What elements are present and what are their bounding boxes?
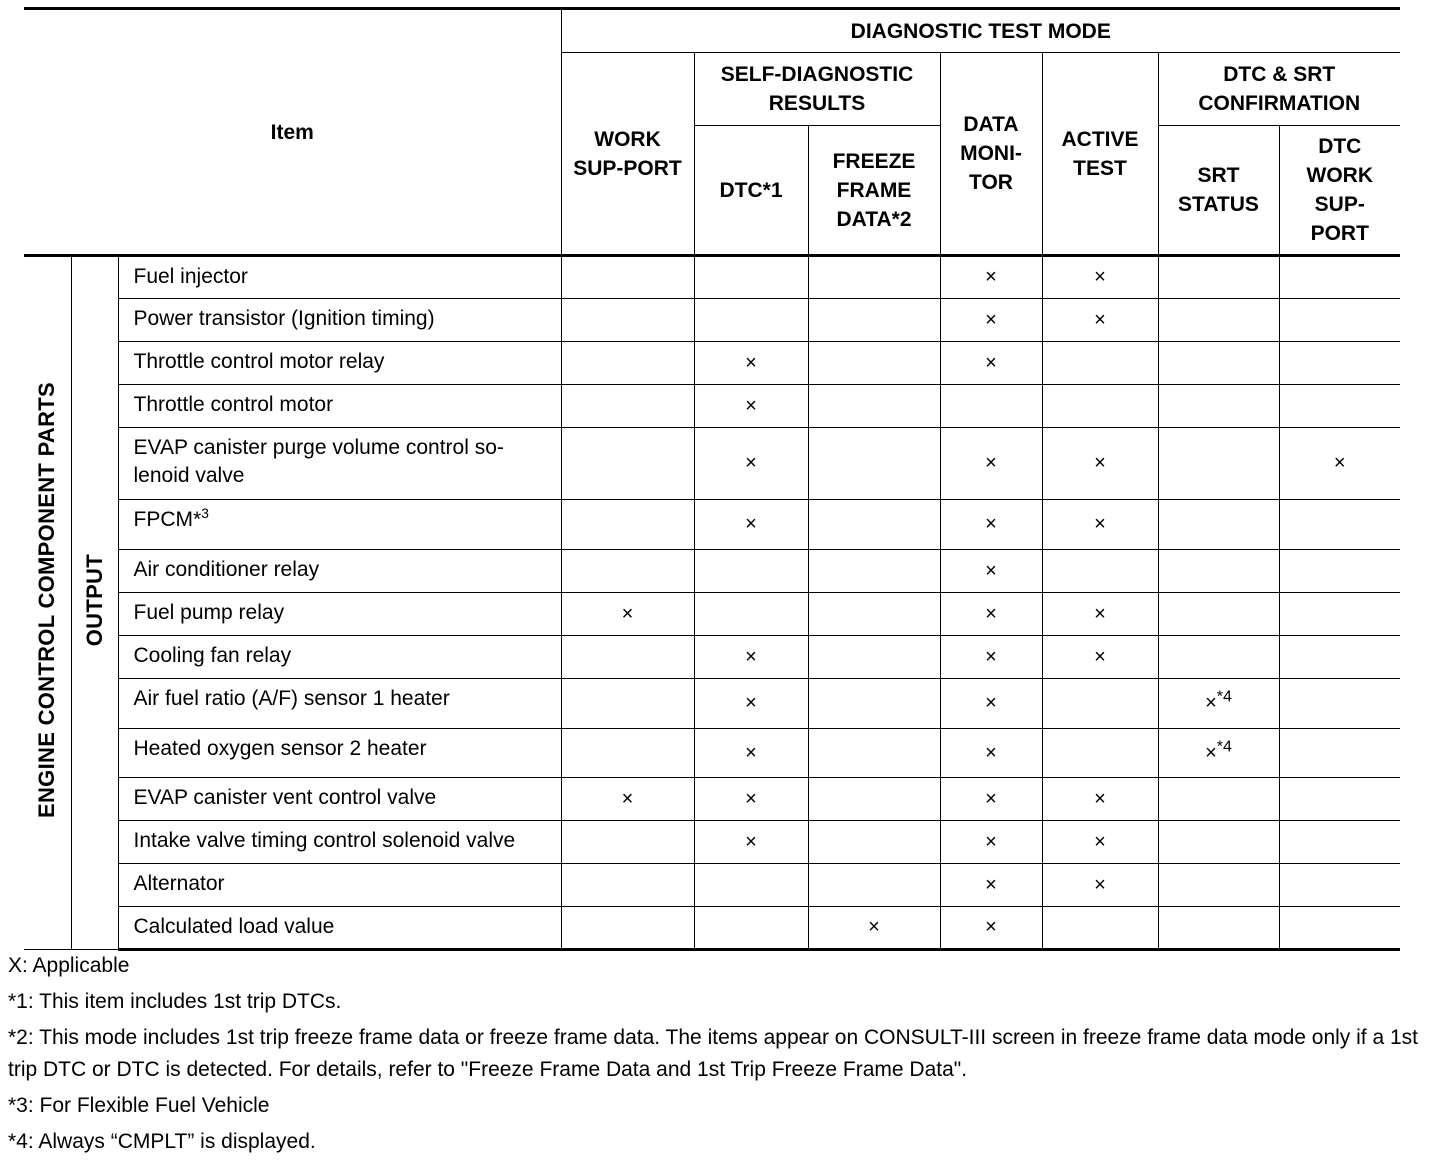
applicable-mark: [1158, 428, 1279, 500]
applicable-mark: ×: [940, 299, 1042, 342]
applicable-mark: ×: [694, 428, 808, 500]
applicable-mark: [1158, 864, 1279, 907]
applicable-mark: ×: [940, 342, 1042, 385]
table-row: [24, 729, 1400, 778]
applicable-mark: ×: [1042, 299, 1158, 342]
applicable-mark: [808, 636, 940, 679]
applicable-mark: ×: [694, 500, 808, 550]
applicable-mark: ×: [940, 679, 1042, 729]
applicable-mark: ×: [940, 256, 1042, 299]
applicable-mark: [561, 342, 694, 385]
footnotes: [8, 950, 1428, 1162]
applicable-mark: ×: [940, 593, 1042, 636]
table-row: [24, 864, 1400, 907]
applicable-mark: [1279, 907, 1400, 950]
applicable-mark: ×: [940, 550, 1042, 593]
applicable-mark: [1279, 593, 1400, 636]
item-header: Item: [24, 9, 561, 256]
applicable-mark: [561, 821, 694, 864]
applicable-mark: [561, 729, 694, 778]
applicable-mark: [1042, 907, 1158, 950]
applicable-mark: ×: [694, 636, 808, 679]
table-row: [24, 679, 1400, 729]
applicable-mark: [561, 550, 694, 593]
applicable-mark: [1158, 821, 1279, 864]
diagnostic-test-mode-header: DIAGNOSTIC TEST MODE: [561, 9, 1400, 53]
applicable-mark: ×: [694, 679, 808, 729]
group-label-engine-control: ENGINE CONTROL COMPONENT PARTS: [24, 256, 71, 950]
applicable-mark: ×: [940, 864, 1042, 907]
applicable-mark: [808, 679, 940, 729]
applicable-mark: [694, 550, 808, 593]
applicable-mark: ×: [1279, 428, 1400, 500]
table-row: [24, 299, 1400, 342]
applicable-mark: [1042, 550, 1158, 593]
applicable-mark: ×: [808, 907, 940, 950]
applicable-mark: [808, 778, 940, 821]
item-label: Power transistor (Ignition timing): [118, 299, 561, 342]
applicable-mark: [808, 256, 940, 299]
applicable-mark: [561, 500, 694, 550]
applicable-mark: [1279, 342, 1400, 385]
table-row: [24, 342, 1400, 385]
applicable-mark: ×: [561, 778, 694, 821]
self-diagnostic-results-header: SELF-DIAGNOSTIC RESULTS: [694, 53, 940, 126]
applicable-mark: ×: [1042, 636, 1158, 679]
data-monitor-header: DATA MONI-TOR: [940, 53, 1042, 256]
applicable-mark: [1042, 679, 1158, 729]
applicable-mark: [1158, 907, 1279, 950]
item-label: Air fuel ratio (A/F) sensor 1 heater: [118, 679, 561, 729]
applicable-mark: [1042, 385, 1158, 428]
applicable-mark: [808, 729, 940, 778]
applicable-mark: [808, 428, 940, 500]
applicable-mark: ×: [694, 342, 808, 385]
item-label: Fuel injector: [118, 256, 561, 299]
applicable-mark: [940, 385, 1042, 428]
applicable-mark: [808, 500, 940, 550]
footnote: X: Applicable: [8, 954, 130, 977]
item-label: Air conditioner relay: [118, 550, 561, 593]
item-label: Intake valve timing control solenoid valve: [118, 821, 561, 864]
item-label: Alternator: [118, 864, 561, 907]
table-row: [24, 385, 1400, 428]
table-row: [24, 778, 1400, 821]
active-test-header: ACTIVE TEST: [1042, 53, 1158, 256]
freeze-frame-data-header: FREEZE FRAME DATA*2: [808, 126, 940, 256]
item-label: Fuel pump relay: [118, 593, 561, 636]
dtc-header: DTC*1: [694, 126, 808, 256]
applicable-mark: ×: [1042, 821, 1158, 864]
applicable-mark: [1279, 679, 1400, 729]
work-support-header: WORK SUP-PORT: [561, 53, 694, 256]
item-label: Cooling fan relay: [118, 636, 561, 679]
applicable-mark: [561, 299, 694, 342]
applicable-mark: ×: [1042, 778, 1158, 821]
applicable-mark: [808, 593, 940, 636]
applicable-mark: [1279, 256, 1400, 299]
footnote: *3: For Flexible Fuel Vehicle: [8, 1094, 270, 1117]
group-label-output: OUTPUT: [71, 256, 118, 950]
applicable-mark: [694, 864, 808, 907]
applicable-mark: ×: [561, 593, 694, 636]
applicable-mark: [1158, 550, 1279, 593]
applicable-mark: [808, 864, 940, 907]
footnote: *1: This item includes 1st trip DTCs.: [8, 990, 342, 1013]
applicable-mark: ×: [1042, 428, 1158, 500]
applicable-mark: ×: [940, 500, 1042, 550]
applicable-mark: ×$^{*4}$: [1158, 679, 1279, 729]
applicable-mark: [1042, 729, 1158, 778]
item-label: Heated oxygen sensor 2 heater: [118, 729, 561, 778]
applicable-mark: [808, 385, 940, 428]
applicable-mark: [1158, 500, 1279, 550]
item-label: Throttle control motor: [118, 385, 561, 428]
applicable-mark: [694, 256, 808, 299]
applicable-mark: [1279, 864, 1400, 907]
applicable-mark: ×: [940, 428, 1042, 500]
applicable-mark: ×: [1042, 500, 1158, 550]
applicable-mark: ×: [1042, 864, 1158, 907]
applicable-mark: ×: [940, 729, 1042, 778]
applicable-mark: [694, 907, 808, 950]
applicable-mark: ×: [694, 385, 808, 428]
applicable-mark: [1279, 778, 1400, 821]
dtc-srt-confirmation-header: DTC & SRT CONFIRMATION: [1158, 53, 1400, 126]
applicable-mark: [1279, 636, 1400, 679]
applicable-mark: ×: [694, 778, 808, 821]
applicable-mark: [1158, 256, 1279, 299]
footnote: *4: Always “CMPLT” is displayed.: [8, 1130, 316, 1153]
applicable-mark: [561, 907, 694, 950]
applicable-mark: ×: [940, 821, 1042, 864]
applicable-mark: [1158, 778, 1279, 821]
applicable-mark: [808, 821, 940, 864]
applicable-mark: ×: [694, 729, 808, 778]
applicable-mark: [694, 299, 808, 342]
applicable-mark: [561, 428, 694, 500]
applicable-mark: [561, 256, 694, 299]
table-row: [24, 821, 1400, 864]
applicable-mark: ×: [1042, 593, 1158, 636]
applicable-mark: ×: [940, 778, 1042, 821]
diagnostic-table: [24, 7, 1400, 951]
applicable-mark: [1279, 385, 1400, 428]
table-row: [24, 256, 1400, 299]
applicable-mark: ×: [694, 821, 808, 864]
table-row: [24, 907, 1400, 950]
item-label: EVAP canister purge volume control so-lenoid valve: [118, 428, 561, 500]
applicable-mark: [1158, 593, 1279, 636]
applicable-mark: [561, 385, 694, 428]
applicable-mark: [1279, 550, 1400, 593]
applicable-mark: [561, 636, 694, 679]
applicable-mark: [694, 593, 808, 636]
table-row: [24, 428, 1400, 500]
applicable-mark: ×$^{*4}$: [1158, 729, 1279, 778]
srt-status-header: SRT STATUS: [1158, 126, 1279, 256]
applicable-mark: [1279, 299, 1400, 342]
applicable-mark: [1279, 821, 1400, 864]
table-row: [24, 500, 1400, 550]
table-row: [24, 550, 1400, 593]
applicable-mark: [561, 679, 694, 729]
applicable-mark: [1042, 342, 1158, 385]
footnote: *2: This mode includes 1st trip freeze frame data or freeze frame data. The items appear on CONSULT-III screen in freeze frame data mode only if a 1st trip DTC or DTC is detected. For details, refer to "Freeze Frame Data and 1st Trip Freeze Frame Data".: [8, 1026, 1419, 1081]
applicable-mark: [561, 864, 694, 907]
applicable-mark: ×: [940, 636, 1042, 679]
applicable-mark: ×: [940, 907, 1042, 950]
applicable-mark: [808, 550, 940, 593]
applicable-mark: ×: [1042, 256, 1158, 299]
applicable-mark: [1158, 299, 1279, 342]
applicable-mark: [1158, 385, 1279, 428]
item-label: Throttle control motor relay: [118, 342, 561, 385]
table-row: [24, 593, 1400, 636]
dtc-work-support-header: DTC WORK SUP-PORT: [1279, 126, 1400, 256]
applicable-mark: [1279, 729, 1400, 778]
applicable-mark: [1158, 636, 1279, 679]
applicable-mark: [1279, 500, 1400, 550]
table-row: [24, 636, 1400, 679]
table-body: [24, 256, 1400, 950]
item-label: Calculated load value: [118, 907, 561, 950]
item-label: FPCM*$^3$: [118, 500, 561, 550]
applicable-mark: [808, 299, 940, 342]
applicable-mark: [1158, 342, 1279, 385]
applicable-mark: [808, 342, 940, 385]
item-label: EVAP canister vent control valve: [118, 778, 561, 821]
